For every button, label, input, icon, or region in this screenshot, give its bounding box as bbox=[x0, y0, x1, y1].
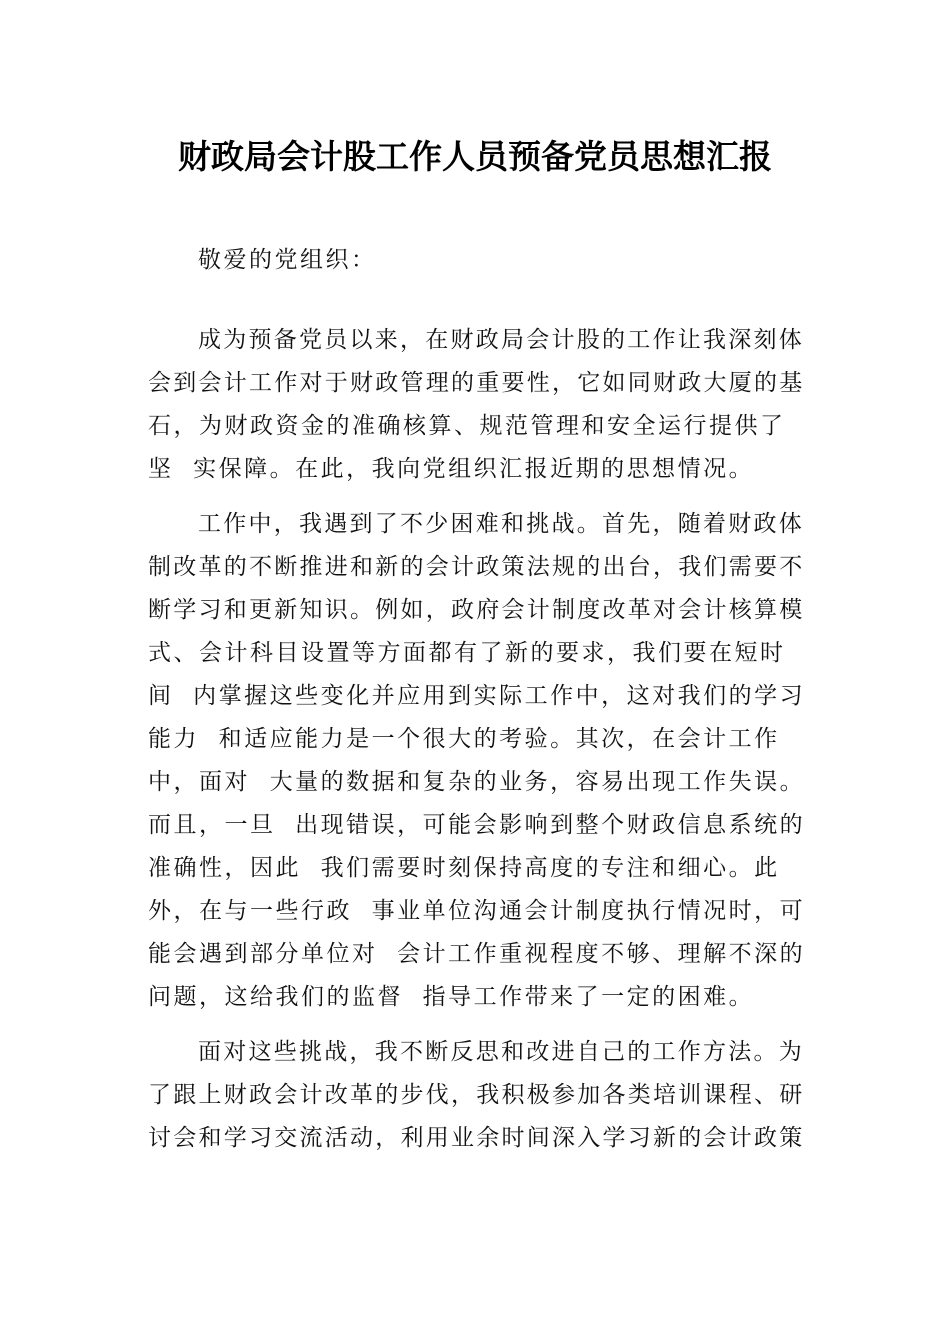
paragraph-2-line-1: 工作中，我遇到了不少困难和挑战。首先，随着财政体 bbox=[198, 511, 804, 537]
paragraph-2-line-12: 问题，这给我们的监督 指导工作带来了一定的困难。 bbox=[148, 984, 755, 1010]
paragraph-2-line-7: 中，面对 大量的数据和复杂的业务，容易出现工作失误。 bbox=[148, 769, 806, 795]
paragraph-2-line-9: 准确性，因此 我们需要时刻保持高度的专注和细心。此 bbox=[148, 855, 780, 881]
paragraph-1-line-3: 石，为财政资金的准确核算、规范管理和安全运行提供了 bbox=[148, 413, 786, 439]
paragraph-3-line-2: 了跟上财政会计改革的步伐，我积极参加各类培训课程、研 bbox=[148, 1082, 805, 1108]
paragraph-2-line-10: 外，在与一些行政 事业单位沟通会计制度执行情况时，可 bbox=[148, 898, 806, 924]
paragraph-2-line-8: 而且，一旦 出现错误，可能会影响到整个财政信息系统的 bbox=[148, 812, 806, 838]
paragraph-2-line-4: 式、会计科目设置等方面都有了新的要求，我们要在短时 bbox=[148, 640, 786, 666]
paragraph-3-line-3: 讨会和学习交流活动，利用业余时间深入学习新的会计政策 bbox=[148, 1125, 805, 1151]
paragraph-1-line-4: 坚 实保障。在此，我向党组织汇报近期的思想情况。 bbox=[148, 456, 755, 482]
document-title: 财政局会计股工作人员预备党员思想汇报 bbox=[178, 137, 772, 176]
paragraph-2-line-2: 制改革的不断推进和新的会计政策法规的出台，我们需要不 bbox=[148, 554, 805, 580]
paragraph-3-line-1: 面对这些挑战，我不断反思和改进自己的工作方法。为 bbox=[198, 1039, 804, 1065]
paragraph-2-line-6: 能力 和适应能力是一个很大的考验。其次，在会计工作 bbox=[148, 726, 780, 752]
paragraph-1-line-1: 成为预备党员以来，在财政局会计股的工作让我深刻体 bbox=[198, 327, 804, 353]
paragraph-1-line-2: 会到会计工作对于财政管理的重要性，它如同财政大厦的基 bbox=[148, 370, 805, 396]
paragraph-2-line-5: 间 内掌握这些变化并应用到实际工作中，这对我们的学习 bbox=[148, 683, 806, 709]
salutation: 敬爱的党组织： bbox=[198, 247, 377, 273]
paragraph-2-line-3: 断学习和更新知识。例如，政府会计制度改革对会计核算模 bbox=[148, 597, 805, 623]
paragraph-2-line-11: 能会遇到部分单位对 会计工作重视程度不够、理解不深的 bbox=[148, 941, 806, 967]
